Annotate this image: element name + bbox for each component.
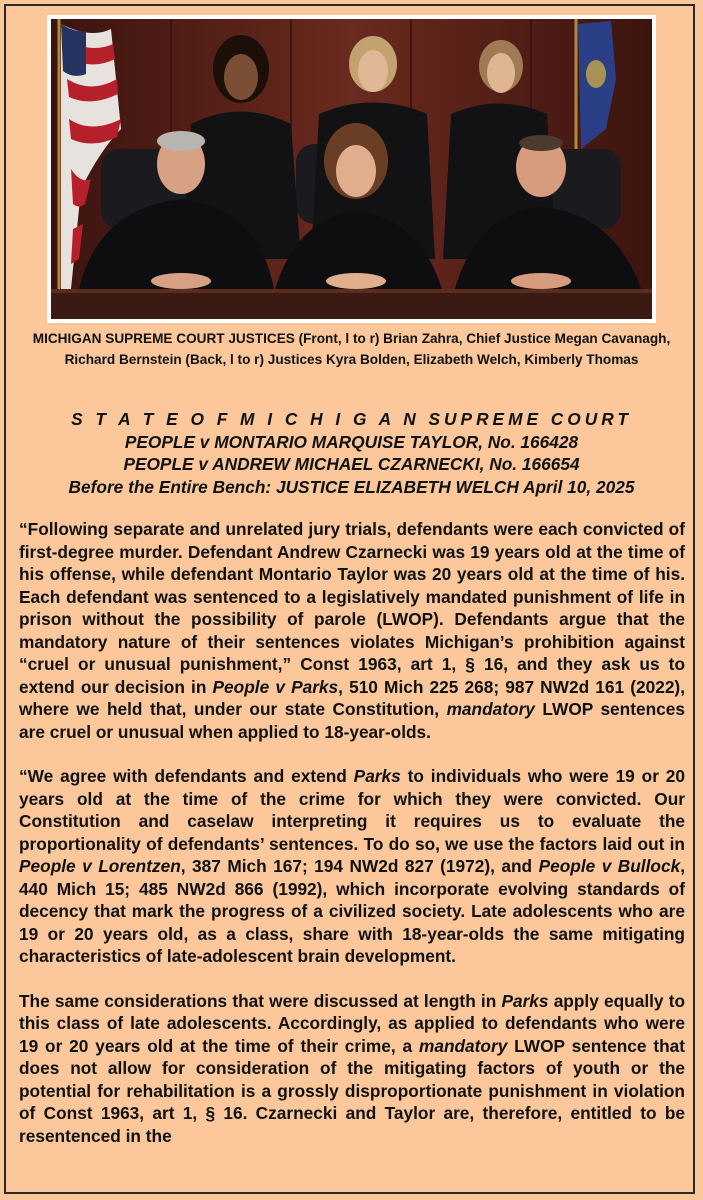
front-row-justices <box>76 123 646 304</box>
case-header <box>14 408 689 498</box>
case-title-taylor: PEOPLE v MONTARIO MARQUISE TAYLOR, No. 166428 <box>124 431 579 452</box>
bench-and-date: Before the Entire Bench: JUSTICE ELIZABETH WELCH April 10, 2025 <box>68 476 635 497</box>
photo-caption: MICHIGAN SUPREME COURT JUSTICES (Front, l to r) Brian Zahra, Chief Justice Megan Cavanagh, Richard Bernstein (Back, l to r) Justices Kyra Bolden, Elizabeth Welch, Kimberly Thomas <box>32 331 671 367</box>
article-card <box>4 4 695 1194</box>
opinion-excerpt <box>19 518 685 1169</box>
court-title: S T A T E O F M I C H I G A N SUPREME COURT <box>71 409 632 429</box>
opinion-paragraph-1: “Following separate and unrelated jury trials, defendants were each convicted of first-degree murder. Defendant Andrew Czarnecki was 19 years old at the time of his offense, while defendant Montario Taylor was 20 years old at the time of his. Each defendant was sentenced to a legislatively mandated punishment of life in prison without the possibility of parole (LWOP). Defendants argue that the mandatory nature of their sentences violates Michigan’s prohibition against “cruel or unusual punishment,” Const 1963, art 1, § 16, and they ask us to extend our decision in People v Parks, 510 Mich 225 268; 987 NW2d 161 (2022), where we held that, under our state Constitution, mandatory LWOP sentences are cruel or unusual when applied to 18-year-olds. <box>19 519 685 742</box>
justices-photo <box>47 15 656 323</box>
case-title-czarnecki: PEOPLE v ANDREW MICHAEL CZARNECKI, No. 166654 <box>123 454 580 474</box>
justices-photo-illustration <box>51 19 652 319</box>
opinion-paragraph-3: The same considerations that were discussed at length in Parks apply equally to this class of late adolescents. Accordingly, as applied to defendants who were 19 or 20 years old at the time of their crime, a mandatory LWOP sentence that does not allow for consideration of the mitigating factors of youth or the potential for rehabilitation is a grossly disproportionate punishment in violation of Const 1963, art 1, § 16. Czarnecki and Taylor are, therefore, entitled to be resentenced in the <box>19 990 686 1146</box>
opinion-paragraph-2: “We agree with defendants and extend Parks to individuals who were 19 or 20 years old at the time of the crime for which they were convicted. Our Constitution and caselaw interpreting it requires us to evaluate the proportionality of defendants’ sentences. To do so, we use the factors laid out in People v Lorentzen, 387 Mich 167; 194 NW2d 827 (1972), and People v Bullock, 440 Mich 15; 485 NW2d 866 (1992), which incorporate evolving standards of decency that mark the progress of a civilized society. Late adolescents who are 19 or 20 years old, as a class, share with 18-year-olds the same mitigating characteristics of late-adolescent brain development. <box>19 766 686 966</box>
